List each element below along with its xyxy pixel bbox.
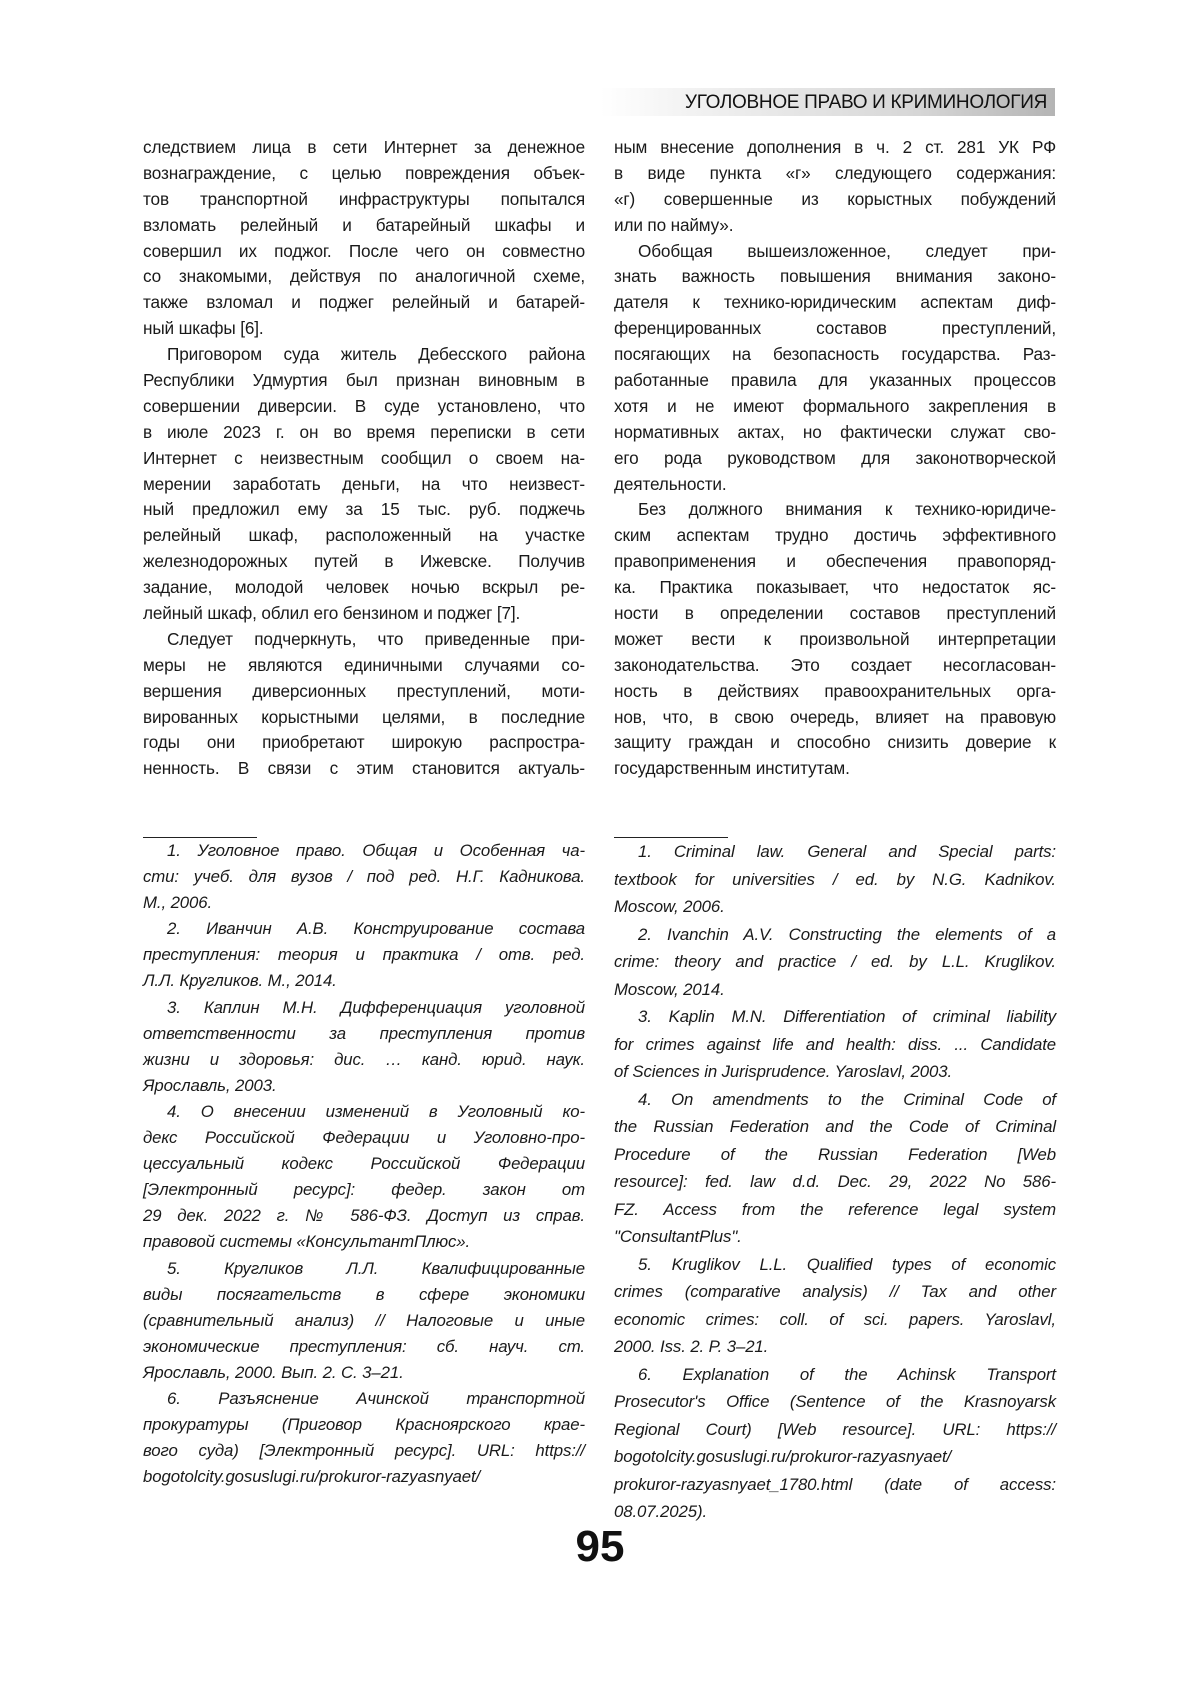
reference-item: [143, 1386, 585, 1490]
text-line: меры не являются единичными случаями со-: [143, 654, 585, 675]
text-line: crimes (comparative analysis) // Tax and other: [614, 1282, 1056, 1301]
text-line: задание, молодой человек ночью вскрыл ре-: [143, 577, 585, 598]
text-line: работанные правила для указанных процессов: [614, 370, 1056, 391]
text-line: ность в действиях правоохранительных орга-: [614, 680, 1056, 701]
text-line: ности в определении составов преступлений: [614, 603, 1056, 624]
text-line: Приговором суда житель Дебесского района: [167, 344, 585, 365]
text-line: the Russian Federation and the Code of Criminal: [614, 1117, 1056, 1136]
text-line: экономические преступления: сб. науч. ст.: [143, 1336, 585, 1356]
reference-item: [614, 1361, 1056, 1526]
reference-item: [143, 916, 585, 994]
page-number: 95: [575, 1522, 625, 1571]
text-line: М., 2006.: [143, 893, 213, 913]
text-line: ный предложил ему за 15 тыс. руб. поджечь: [143, 499, 585, 520]
text-line: виды посягательств в сфере экономики: [143, 1284, 585, 1304]
paragraph: [614, 135, 1056, 239]
text-line: 29 дек. 2022 г. № 586-ФЗ. Доступ из справ.: [143, 1206, 585, 1226]
reference-item: [143, 838, 585, 916]
reference-item: [614, 1003, 1056, 1086]
text-line: лейный шкаф, облил его бензином и поджег [7].: [143, 603, 521, 624]
paragraph: [143, 342, 585, 627]
text-line: в июле 2023 г. он во время переписки в сети: [143, 421, 585, 442]
paragraph: [614, 497, 1056, 782]
reference-item: [614, 921, 1056, 1004]
text-line: вого суда) [Электронный ресурс]. URL: https://: [143, 1441, 585, 1461]
text-line: bogotolcity.gosuslugi.ru/prokuror-razyasnyaet/: [614, 1447, 952, 1466]
text-line: взломать релейный и батарейный шкафы и: [143, 214, 585, 235]
text-line: textbook for universities / ed. by N.G. Kadnikov.: [614, 869, 1056, 889]
text-line: Л.Л. Кругликов. М., 2014.: [143, 971, 337, 991]
text-line: его рода руководством для законотворческой: [614, 447, 1056, 468]
text-line: resource]: fed. law d.d. Dec. 29, 2022 No 586-: [614, 1172, 1056, 1191]
text-line: в виде пункта «г» следующего содержания:: [614, 162, 1056, 183]
reference-item: [614, 1251, 1056, 1361]
text-line: economic crimes: coll. of sci. papers. Yaroslavl,: [614, 1309, 1056, 1329]
text-line: преступления: теория и практика / отв. ред.: [143, 945, 585, 965]
section-title: УГОЛОВНОЕ ПРАВО И КРИМИНОЛОГИЯ: [684, 92, 1047, 113]
text-line: Moscow, 2014.: [614, 979, 725, 999]
text-line: релейный шкаф, расположенный на участке: [143, 525, 585, 546]
text-line: Без должного внимания к технико-юридиче-: [638, 499, 1056, 520]
text-line: 2. Иванчин А.В. Конструирование состава: [167, 919, 585, 939]
text-line: FZ. Access from the reference legal system: [614, 1199, 1056, 1219]
text-line: сти: учеб. для вузов / под ред. Н.Г. Кадникова.: [143, 867, 585, 887]
text-line: совершил их поджог. После чего он совместно: [143, 240, 585, 261]
text-line: Интернет с неизвестным сообщил о своем на-: [143, 447, 585, 468]
text-line: следствием лица в сети Интернет за денежное: [143, 137, 585, 157]
reference-item: [143, 1256, 585, 1386]
text-line: Ярославль, 2000. Вып. 2. С. 3–21.: [143, 1362, 404, 1382]
text-line: 3. Каплин М.Н. Дифференциация уголовной: [167, 997, 585, 1017]
references-english: [614, 838, 1056, 1526]
text-line: знать важность повышения внимания законо-: [614, 266, 1056, 287]
text-line: 08.07.2025).: [614, 1502, 708, 1521]
text-line: bogotolcity.gosuslugi.ru/prokuror-razyasnyaet/: [143, 1467, 481, 1487]
text-line: 6. Разъяснение Ачинской транспортной: [167, 1388, 585, 1408]
text-line: 2000. Iss. 2. P. 3–21.: [614, 1337, 769, 1356]
text-line: 2. Ivanchin A.V. Constructing the elements of a: [638, 924, 1056, 944]
text-line: также взломал и поджег релейный и батарей-: [143, 292, 585, 313]
text-line: мерении заработать деньги, на что неизвест-: [143, 473, 585, 494]
text-line: совершении диверсии. В суде установлено, что: [143, 395, 585, 416]
text-line: ским аспектам трудно достичь эффективного: [614, 525, 1056, 546]
running-header: [600, 88, 1055, 116]
text-line: 5. Kruglikov L.L. Qualified types of economic: [638, 1254, 1056, 1274]
text-line: Prosecutor's Office (Sentence of the Krasnoyarsk: [614, 1392, 1056, 1411]
text-line: Следует подчеркнуть, что приведенные при-: [167, 628, 585, 649]
text-line: нов, что, в свою очередь, влияет на правовую: [614, 706, 1056, 727]
text-line: правовой системы «КонсультантПлюс».: [143, 1232, 471, 1252]
text-line: правоприменения и обеспечения правопоряд-: [614, 551, 1056, 572]
text-line: защиту граждан и способно снизить доверие к: [614, 732, 1056, 753]
text-line: 4. О внесении изменений в Уголовный ко-: [167, 1101, 585, 1121]
text-line: посягающих на безопасность государства. Раз-: [614, 344, 1056, 365]
text-line: prokuror-razyasnyaet_1780.html (date of access:: [614, 1474, 1056, 1494]
paragraph: [614, 239, 1056, 498]
text-line: Moscow, 2006.: [614, 897, 725, 916]
text-line: государственным институтам.: [614, 758, 850, 779]
text-line: ный шкафы [6].: [143, 318, 264, 339]
text-line: железнодорожных путей в Ижевске. Получив: [143, 551, 585, 572]
text-line: «г) совершенные из корыстных побуждений: [614, 188, 1056, 209]
text-line: вершения диверсионных преступлений, моти-: [143, 680, 585, 701]
text-line: вированных корыстными целями, в последние: [143, 706, 585, 727]
text-line: ответственности за преступления против: [143, 1023, 585, 1043]
text-line: может вести к произвольной интерпретации: [614, 628, 1056, 649]
reference-item: [143, 1099, 585, 1256]
text-line: 5. Кругликов Л.Л. Квалифицированные: [167, 1258, 585, 1278]
text-line: crime: theory and practice / ed. by L.L. Kruglikov.: [614, 952, 1056, 971]
text-line: Procedure of the Russian Federation [Web: [614, 1144, 1056, 1164]
text-line: "ConsultantPlus".: [614, 1227, 742, 1246]
text-line: 1. Criminal law. General and Special parts:: [638, 842, 1056, 861]
text-line: годы они приобретают широкую распростра-: [143, 732, 585, 753]
text-line: Республики Удмуртия был признан виновным в: [143, 370, 585, 391]
text-line: for crimes against life and health: diss. ... Candidate: [614, 1034, 1056, 1054]
reference-item: [614, 838, 1056, 921]
text-line: цессуальный кодекс Российской Федерации: [143, 1154, 585, 1174]
body-column-right: [614, 135, 1056, 782]
text-line: вознаграждение, с целью повреждения объек-: [143, 162, 585, 183]
text-line: 3. Kaplin M.N. Differentiation of criminal liability: [638, 1007, 1056, 1026]
text-line: of Sciences in Jurisprudence. Yaroslavl, 2003.: [614, 1062, 953, 1081]
text-line: 1. Уголовное право. Общая и Особенная ча-: [167, 841, 585, 860]
text-line: ным внесение дополнения в ч. 2 ст. 281 УК РФ: [614, 137, 1056, 157]
paragraph: [143, 627, 585, 782]
text-line: или по найму».: [614, 214, 734, 235]
reference-item: [143, 995, 585, 1099]
text-line: (сравнительный анализ) // Налоговые и иные: [143, 1310, 585, 1330]
text-line: ка. Практика показывает, что недостаток яс-: [614, 577, 1056, 598]
text-line: Regional Court) [Web resource]. URL: https://: [614, 1419, 1056, 1439]
text-line: деятельности.: [614, 473, 727, 494]
text-line: со знакомыми, действуя по аналогичной схеме,: [143, 266, 585, 287]
text-line: прокуратуры (Приговор Красноярского крае-: [143, 1415, 585, 1435]
text-line: [Электронный ресурс]: федер. закон от: [143, 1180, 585, 1200]
text-line: ференцированных составов преступлений,: [614, 318, 1056, 339]
text-line: 4. On amendments to the Criminal Code of: [638, 1089, 1056, 1109]
text-line: хотя и не имеют формального закрепления в: [614, 395, 1056, 416]
text-line: Ярославль, 2003.: [143, 1075, 277, 1095]
references-russian: [143, 838, 585, 1490]
text-line: декс Российской Федерации и Уголовно-про-: [143, 1128, 585, 1148]
paragraph: [143, 135, 585, 342]
text-line: ненность. В связи с этим становится актуаль-: [143, 758, 585, 779]
text-line: 6. Explanation of the Achinsk Transport: [638, 1364, 1056, 1384]
text-line: Обобщая вышеизложенное, следует при-: [638, 240, 1056, 261]
text-line: нормативных актах, но фактически служат сво-: [614, 421, 1056, 442]
body-column-left: [143, 135, 585, 782]
text-line: дателя к технико-юридическим аспектам диф-: [614, 292, 1056, 313]
text-line: законодательства. Это создает несогласован-: [614, 654, 1056, 675]
text-line: тов транспортной инфраструктуры попытался: [143, 188, 585, 209]
text-line: жизни и здоровья: дис. … канд. юрид. наук.: [143, 1049, 585, 1069]
reference-item: [614, 1086, 1056, 1251]
